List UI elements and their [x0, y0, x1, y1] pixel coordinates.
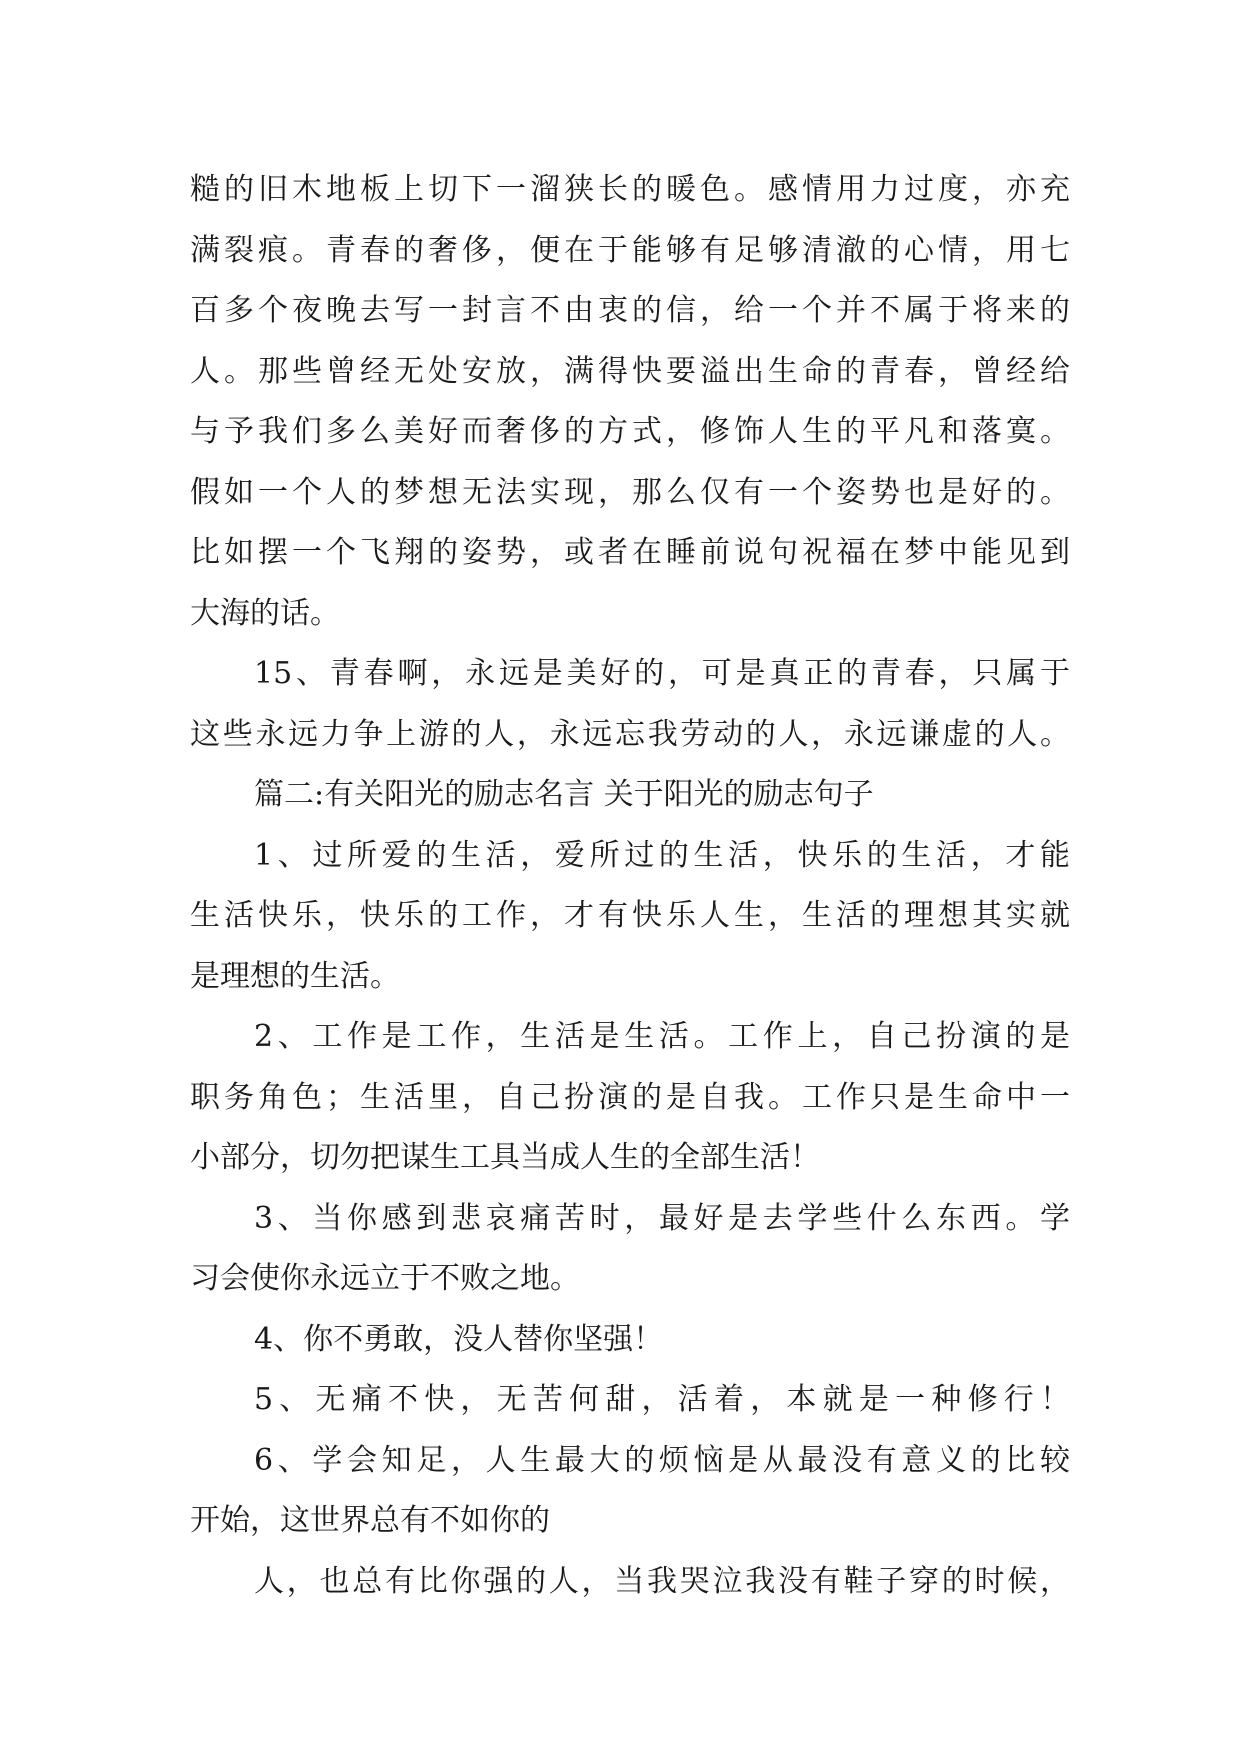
text-line: 是理想的生活。	[190, 958, 400, 994]
text-line: 人。那些曾经无处安放，满得快要溢出生命的青春，曾经给	[190, 353, 1070, 389]
text-line: 糙的旧木地板上切下一溜狭长的暖色。感情用力过度，亦充	[190, 172, 1070, 207]
text-line: 职务角色；生活里，自己扮演的是自我。工作只是生命中一	[190, 1079, 1070, 1115]
text-line: 假如一个人的梦想无法实现，那么仅有一个姿势也是好的。	[190, 474, 1070, 510]
text-line: 4、你不勇敢，没人替你坚强！	[254, 1321, 664, 1357]
text-line: 满裂痕。青春的奢侈，便在于能够有足够清澈的心情，用七	[190, 232, 1070, 268]
text-line: 习会使你永远立于不败之地。	[190, 1261, 580, 1296]
text-line: 5、无痛不快，无苦何甜，活着，本就是一种修行！	[254, 1382, 1070, 1417]
text-line: 人，也总有比你强的人，当我哭泣我没有鞋子穿的时候，	[254, 1563, 1070, 1599]
text-line: 6、学会知足，人生最大的烦恼是从最没有意义的比较	[254, 1442, 1070, 1478]
text-line: 比如摆一个飞翔的姿势，或者在睡前说句祝福在梦中能见到	[190, 535, 1070, 570]
text-line: 2、工作是工作，生活是生活。工作上，自己扮演的是	[254, 1019, 1070, 1054]
text-line: 与予我们多么美好而奢侈的方式，修饰人生的平凡和落寞。	[190, 414, 1070, 449]
text-line: 生活快乐，快乐的工作，才有快乐人生，生活的理想其实就	[190, 898, 1070, 933]
text-line: 这些永远力争上游的人，永远忘我劳动的人，永远谦虚的人。	[190, 716, 1070, 752]
document-body	[190, 160, 1070, 1612]
text-line: 百多个夜晚去写一封言不由衷的信，给一个并不属于将来的	[190, 293, 1070, 328]
text-line: 小部分，切勿把谋生工具当成人生的全部生活！	[190, 1140, 820, 1175]
text-line: 篇二:有关阳光的励志名言 关于阳光的励志句子	[254, 777, 874, 812]
text-line: 1、过所爱的生活，爱所过的生活，快乐的生活，才能	[254, 837, 1070, 873]
text-line: 3、当你感到悲哀痛苦时，最好是去学些什么东西。学	[254, 1200, 1070, 1236]
text-line: 开始，这世界总有不如你的	[190, 1503, 550, 1538]
text-line: 大海的话。	[190, 595, 340, 631]
text-line: 15、青春啊，永远是美好的，可是真正的青春，只属于	[254, 656, 1070, 691]
